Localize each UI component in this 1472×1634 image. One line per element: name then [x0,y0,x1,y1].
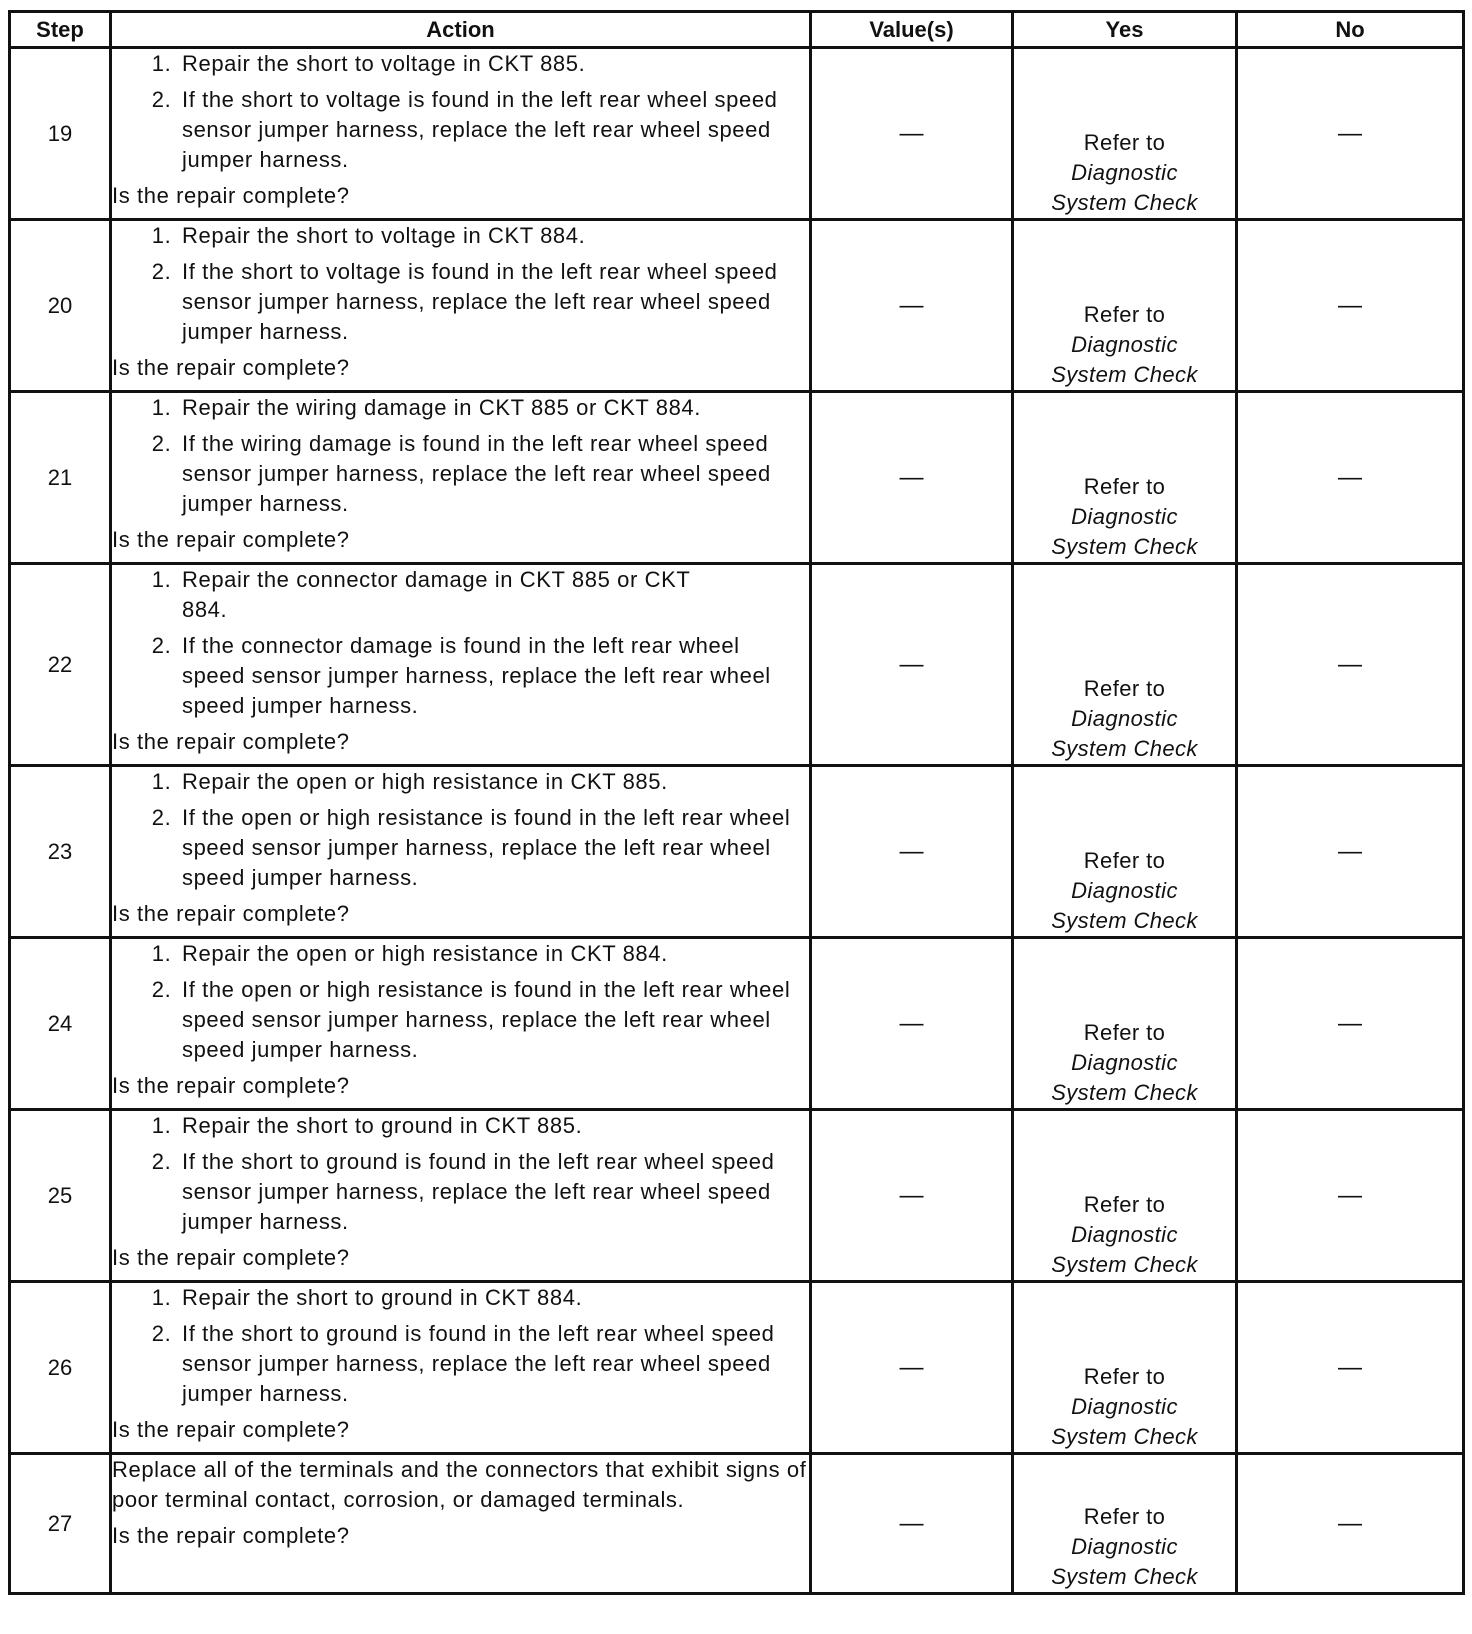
yes-cell [1013,48,1237,220]
step-number: 26 [10,1282,111,1454]
value-cell: — [811,1454,1013,1594]
action-steps [112,221,809,347]
action-cell [111,1110,811,1282]
action-question: Is the repair complete? [112,901,350,926]
yes-cell [1013,392,1237,564]
table-row [10,1454,1464,1594]
action-step: 1. Repair the open or high resistance in CKT 884. [178,939,809,969]
diagnostic-system-check-link[interactable]: Diagnostic System Check [1051,160,1198,215]
value-cell: — [811,48,1013,220]
step-number: 21 [10,392,111,564]
action-cell [111,766,811,938]
value-cell: — [811,220,1013,392]
value-cell: — [811,1110,1013,1282]
action-question: Is the repair complete? [112,1073,350,1098]
header-no: No [1237,12,1464,48]
yes-refer-text: Refer to [1083,1364,1166,1389]
action-steps [112,565,809,721]
action-question: Is the repair complete? [112,1245,350,1270]
step-number: 23 [10,766,111,938]
action-step: 1. Repair the wiring damage in CKT 885 or CKT 884. [178,393,809,423]
action-step: 1. Repair the short to ground in CKT 885. [178,1111,809,1141]
diagnostic-system-check-link[interactable]: Diagnostic System Check [1051,878,1198,933]
diagnostic-table [8,10,1465,1595]
action-steps [112,939,809,1065]
action-cell [111,220,811,392]
action-steps [112,1111,809,1237]
action-step: 2. If the short to voltage is found in the left rear wheel speed sensor jumper harness, replace the left rear wheel speed jumper harness. [178,257,809,347]
action-cell [111,48,811,220]
diagnostic-system-check-link[interactable]: Diagnostic System Check [1051,504,1198,559]
yes-cell [1013,564,1237,766]
yes-refer-text: Refer to [1083,474,1166,499]
action-steps [112,1283,809,1409]
action-question: Is the repair complete? [112,527,350,552]
action-step: 2. If the open or high resistance is found in the left rear wheel speed sensor jumper harness, replace the left rear wheel speed jumper harness. [178,803,809,893]
table-row [10,564,1464,766]
action-cell [111,1454,811,1594]
table-row [10,938,1464,1110]
action-cell [111,1282,811,1454]
action-step: 1. Repair the short to voltage in CKT 884. [178,221,809,251]
action-step: 2. If the wiring damage is found in the left rear wheel speed sensor jumper harness, replace the left rear wheel speed jumper harness. [178,429,809,519]
yes-refer-text: Refer to [1083,1504,1166,1529]
no-cell: — [1237,1454,1464,1594]
no-cell: — [1237,766,1464,938]
action-paragraph: Replace all of the terminals and the connectors that exhibit signs of poor terminal contact, corrosion, or damaged terminals. [112,1457,807,1512]
header-values: Value(s) [811,12,1013,48]
step-number: 19 [10,48,111,220]
table-row [10,1282,1464,1454]
action-cell [111,938,811,1110]
action-steps [112,393,809,519]
yes-refer-text: Refer to [1083,1020,1166,1045]
step-number: 22 [10,564,111,766]
header-yes: Yes [1013,12,1237,48]
yes-refer-text: Refer to [1083,130,1166,155]
table-row [10,1110,1464,1282]
yes-cell [1013,766,1237,938]
action-cell [111,564,811,766]
action-step: 1. Repair the short to ground in CKT 884. [178,1283,809,1313]
step-number: 27 [10,1454,111,1594]
action-step: 2. If the short to ground is found in the left rear wheel speed sensor jumper harness, replace the left rear wheel speed jumper harness. [178,1319,809,1409]
yes-cell [1013,938,1237,1110]
action-step: 2. If the connector damage is found in the left rear wheel speed sensor jumper harness, replace the left rear wheel speed jumper harness. [178,631,809,721]
no-cell: — [1237,392,1464,564]
action-question: Is the repair complete? [112,729,350,754]
value-cell: — [811,564,1013,766]
no-cell: — [1237,48,1464,220]
no-cell: — [1237,564,1464,766]
action-question: Is the repair complete? [112,1417,350,1442]
action-step: 2. If the short to voltage is found in the left rear wheel speed sensor jumper harness, replace the left rear wheel speed jumper harness. [178,85,809,175]
header-action: Action [111,12,811,48]
action-step: 1. Repair the short to voltage in CKT 885. [178,49,809,79]
no-cell: — [1237,220,1464,392]
table-row [10,392,1464,564]
yes-cell [1013,1110,1237,1282]
value-cell: — [811,766,1013,938]
step-number: 20 [10,220,111,392]
value-cell: — [811,938,1013,1110]
value-cell: — [811,392,1013,564]
yes-cell [1013,1454,1237,1594]
diagnostic-system-check-link[interactable]: Diagnostic System Check [1051,706,1198,761]
diagnostic-system-check-link[interactable]: Diagnostic System Check [1051,1394,1198,1449]
no-cell: — [1237,938,1464,1110]
action-steps [112,49,809,175]
action-question: Is the repair complete? [112,355,350,380]
no-cell: — [1237,1110,1464,1282]
action-step: 1. Repair the open or high resistance in CKT 885. [178,767,809,797]
action-step: 1. Repair the connector damage in CKT 885 or CKT 884. [178,565,719,625]
diagnostic-system-check-link[interactable]: Diagnostic System Check [1051,1534,1198,1589]
diagnostic-system-check-link[interactable]: Diagnostic System Check [1051,332,1198,387]
action-step: 2. If the short to ground is found in the left rear wheel speed sensor jumper harness, replace the left rear wheel speed jumper harness. [178,1147,809,1237]
no-cell: — [1237,1282,1464,1454]
action-question: Is the repair complete? [112,183,350,208]
yes-refer-text: Refer to [1083,676,1166,701]
action-step: 2. If the open or high resistance is found in the left rear wheel speed sensor jumper harness, replace the left rear wheel speed jumper harness. [178,975,809,1065]
action-cell [111,392,811,564]
header-row [10,12,1464,48]
yes-refer-text: Refer to [1083,302,1166,327]
table-row [10,48,1464,220]
diagnostic-system-check-link[interactable]: Diagnostic System Check [1051,1222,1198,1277]
header-step: Step [10,12,111,48]
table-row [10,220,1464,392]
step-number: 24 [10,938,111,1110]
action-steps [112,767,809,893]
yes-refer-text: Refer to [1083,1192,1166,1217]
action-question: Is the repair complete? [112,1523,350,1548]
yes-cell [1013,1282,1237,1454]
diagnostic-system-check-link[interactable]: Diagnostic System Check [1051,1050,1198,1105]
value-cell: — [811,1282,1013,1454]
table-row [10,766,1464,938]
yes-cell [1013,220,1237,392]
yes-refer-text: Refer to [1083,848,1166,873]
step-number: 25 [10,1110,111,1282]
